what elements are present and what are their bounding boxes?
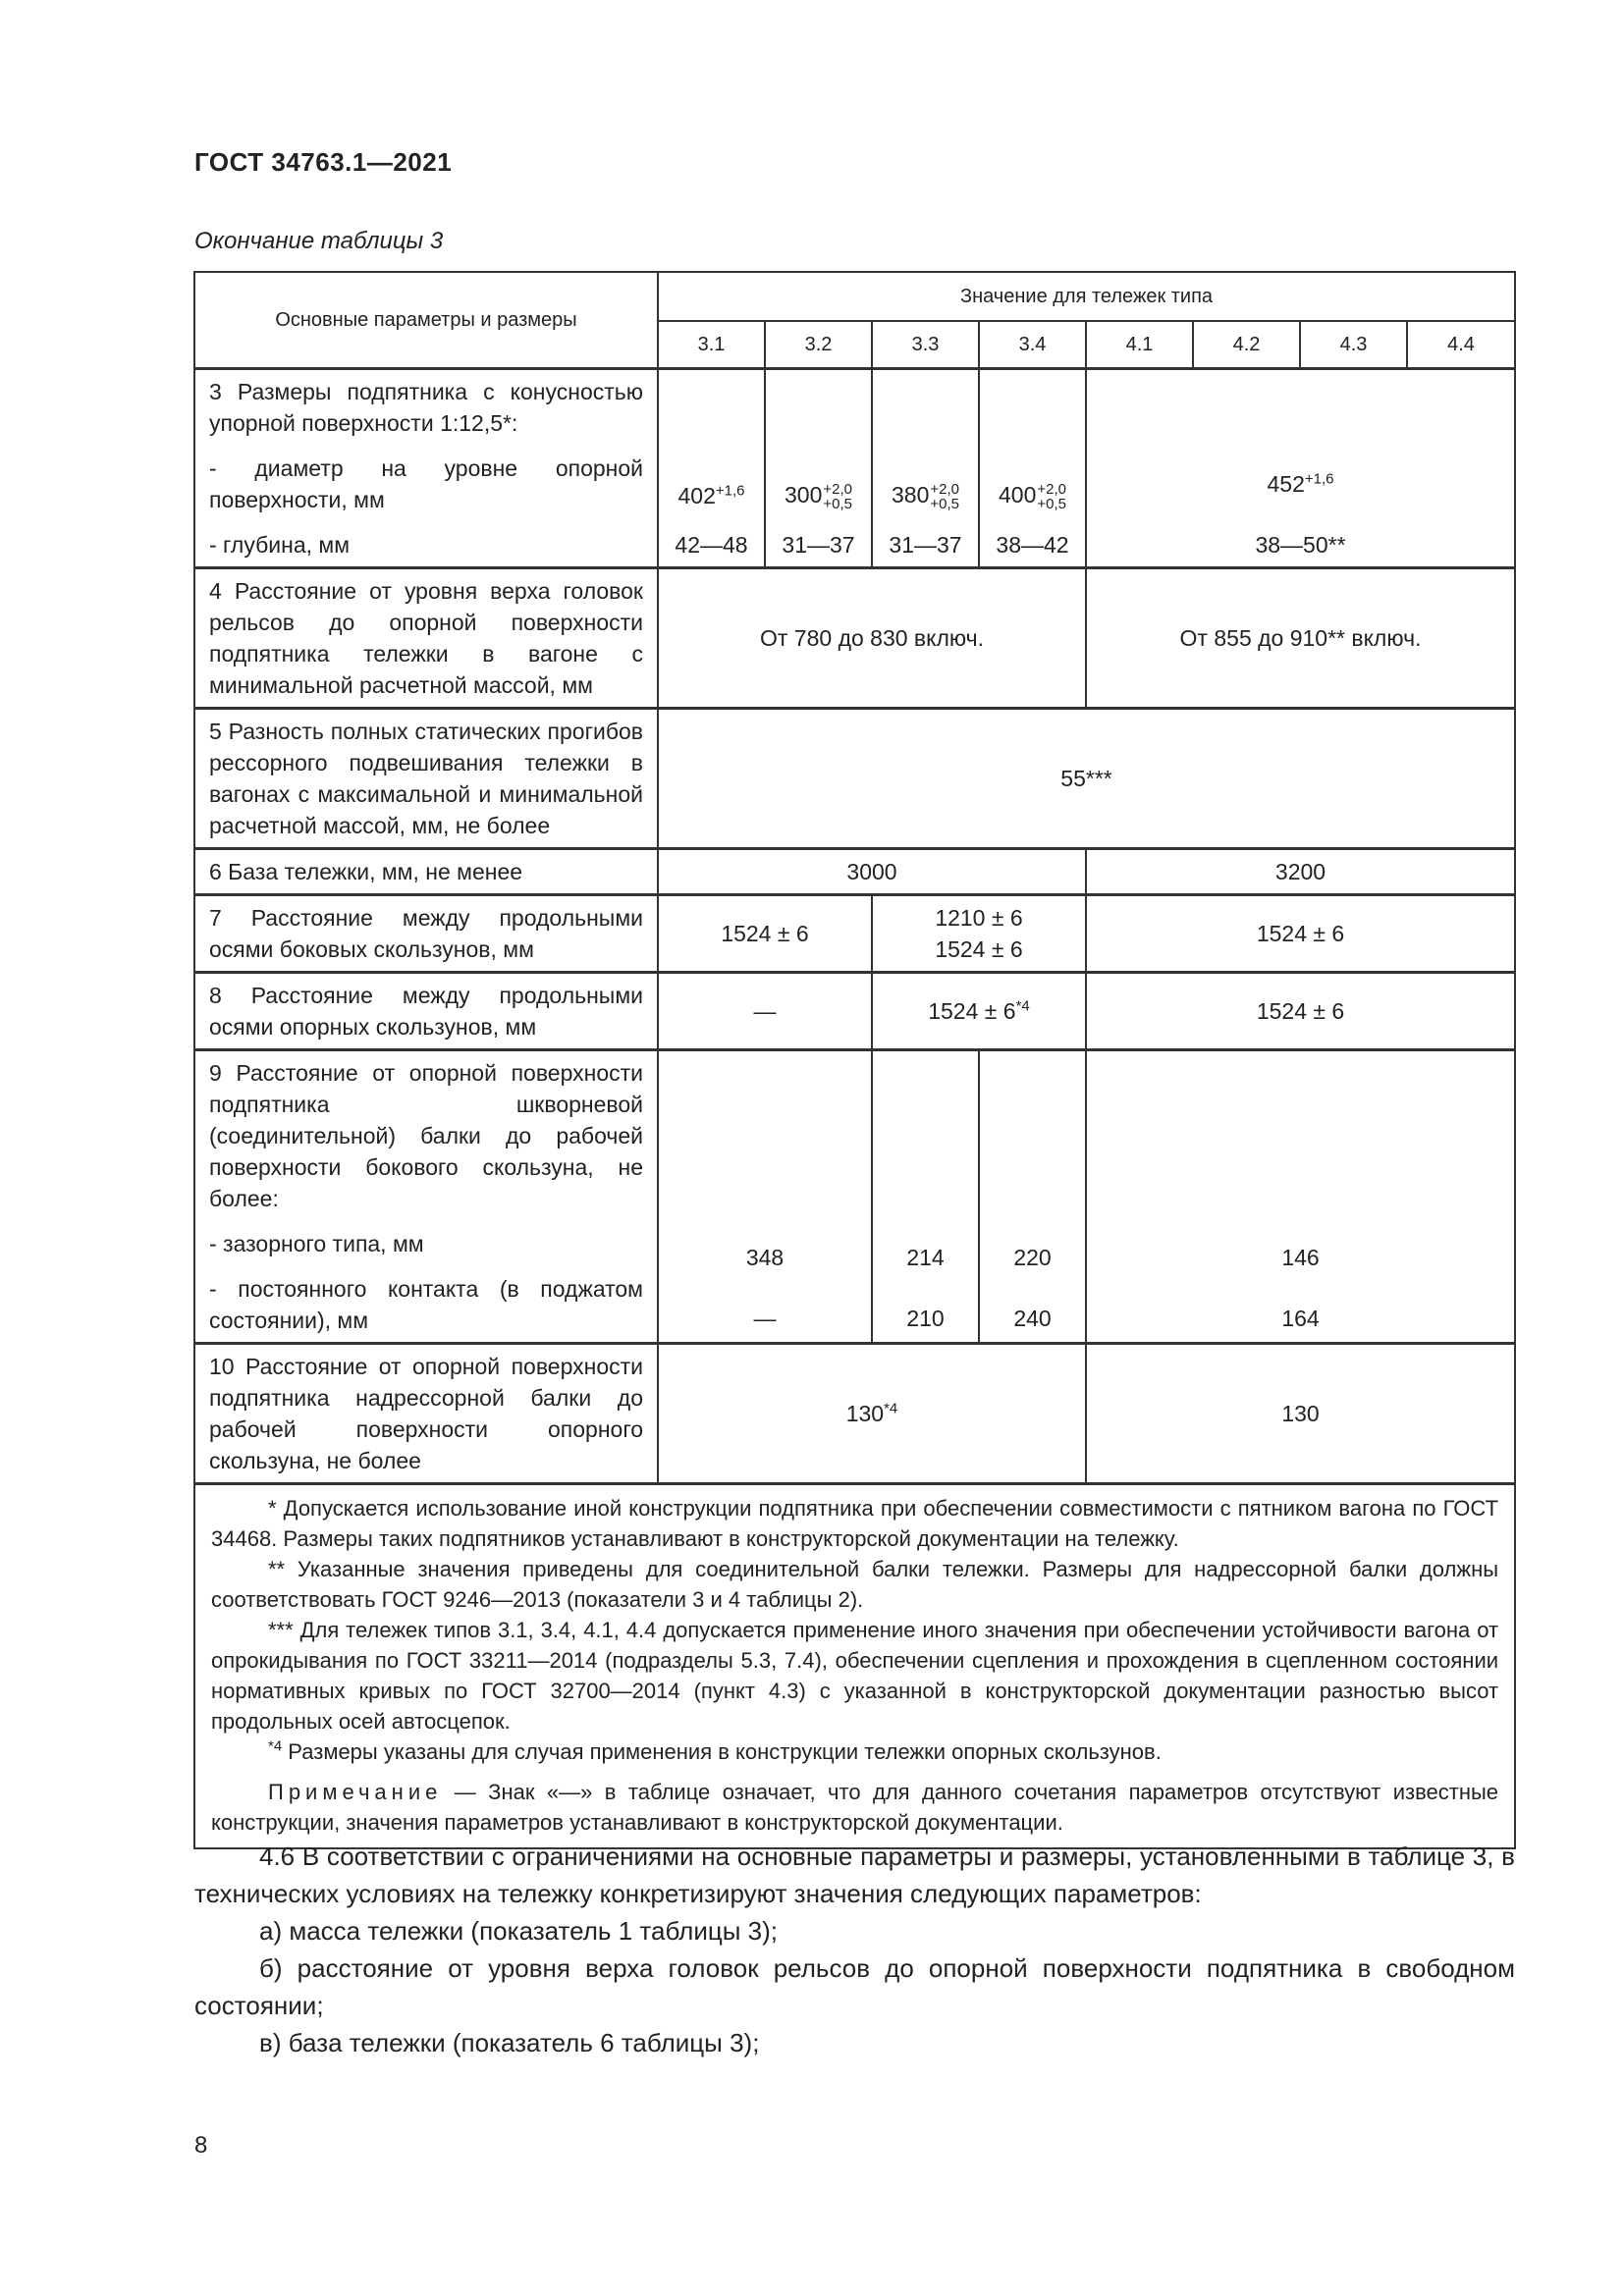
header-type: 3.3 <box>872 321 979 369</box>
value-cell <box>979 1050 1086 1344</box>
header-type: 4.1 <box>1086 321 1193 369</box>
contact-value: — <box>753 1306 777 1331</box>
body-text <box>194 1838 1515 2061</box>
diameter-value: 300 +2,0 +0,5 <box>785 481 852 512</box>
diameter-value: $452^{+1,6}$ <box>1267 470 1334 497</box>
param-8-title: 8 Расстояние между продольными осями опорных скользунов, мм <box>194 973 658 1050</box>
value-cell: 55*** <box>658 709 1515 849</box>
table-row <box>194 1050 1515 1344</box>
value-cell: 1524 ± 6 <box>1086 895 1515 973</box>
value-cell: 130$^{*4}$ <box>658 1344 1086 1484</box>
footnote: ** Указанные значения приведены для соединительной балки тележки. Размеры для надрессорной балки должны соответствовать ГОСТ 9246—2013 (показатели 3 и 4 таблицы 2). <box>211 1557 1499 1612</box>
value-cell: От 780 до 830 включ. <box>658 568 1086 709</box>
value-cell: $1524 \pm 6^{*4}$ <box>872 973 1086 1050</box>
value-cell <box>872 895 1086 973</box>
gap-value: 220 <box>1013 1245 1052 1270</box>
contact-value: 240 <box>1013 1306 1052 1331</box>
diameter-value: 400 +2,0 +0,5 <box>999 481 1066 512</box>
table-remark: Примечание — Знак «—» в таблице означает, что для данного сочетания параметров отсутствуют известные конструкции, значения параметров устанавливают в конструкторской документации. <box>211 1780 1499 1835</box>
table-row <box>194 369 1515 568</box>
table-header-row <box>194 272 1515 321</box>
diameter-value: $402^{+1,6}$ <box>677 482 745 508</box>
page-number: 8 <box>194 2132 208 2159</box>
paragraph: 4.6 В соответствии с ограничениями на основные параметры и размеры, установленными в таблице 3, в технических условиях на тележку конкретизируют значения следующих параметров: <box>194 1842 1515 1908</box>
param-3-diameter-label: - диаметр на уровне опорной поверхности, мм <box>209 455 643 512</box>
depth-value: 31—37 <box>889 532 962 558</box>
param-9-title: 9 Расстояние от опорной поверхности подпятника шкворневой (соединительной) балки до рабочей поверхности бокового скользуна, не более: <box>209 1060 643 1211</box>
value-line: 1524 ± 6 <box>935 936 1023 962</box>
value-cell <box>1086 1050 1515 1344</box>
contact-value: 164 <box>1281 1306 1320 1331</box>
param-5-title: 5 Разность полных статических прогибов рессорного подвешивания тележки в вагонах с максимальной и минимальной расчетной массой, мм, не более <box>194 709 658 849</box>
depth-value: 31—37 <box>782 532 855 558</box>
table-notes <box>194 1484 1515 1849</box>
header-type: 4.3 <box>1300 321 1407 369</box>
table-notes-row <box>194 1484 1515 1849</box>
table-row <box>194 849 1515 895</box>
value-cell: 1524 ± 6 <box>1086 973 1515 1050</box>
depth-value: 42—48 <box>675 532 748 558</box>
header-type: 4.4 <box>1407 321 1515 369</box>
param-7-title: 7 Расстояние между продольными осями боковых скользунов, мм <box>194 895 658 973</box>
param-10-title: 10 Расстояние от опорной поверхности подпятника надрессорной балки до рабочей поверхности опорного скользуна, не более <box>194 1344 658 1484</box>
value-cell <box>1086 369 1515 568</box>
param-9-cell <box>194 1050 658 1344</box>
table-row <box>194 973 1515 1050</box>
header-type: 3.2 <box>765 321 872 369</box>
gap-value: 146 <box>1281 1245 1320 1270</box>
table-caption: Окончание таблицы 3 <box>194 228 444 254</box>
footnote: * Допускается использование иной конструкции подпятника при обеспечении совместимости с пятником вагона по ГОСТ 34468. Размеры таких подпятников устанавливают в конструкторской документации на тележку. <box>211 1496 1499 1551</box>
header-type-group: Значение для тележек типа <box>658 272 1515 321</box>
value-cell <box>872 1050 979 1344</box>
value-cell: 3000 <box>658 849 1086 895</box>
value-cell <box>872 369 979 568</box>
header-param-column: Основные параметры и размеры <box>194 272 658 369</box>
value-cell <box>658 1050 872 1344</box>
parameters-table <box>193 271 1516 1849</box>
value-cell: 1524 ± 6 <box>658 895 872 973</box>
value-cell: — <box>658 973 872 1050</box>
table-row <box>194 1344 1515 1484</box>
table-row <box>194 895 1515 973</box>
diameter-value: 380 +2,0 +0,5 <box>892 481 959 512</box>
param-3-depth-label: - глубина, мм <box>209 532 351 558</box>
list-item: в) база тележки (показатель 6 таблицы 3); <box>259 2028 760 2057</box>
value-cell <box>765 369 872 568</box>
value-cell: 3200 <box>1086 849 1515 895</box>
value-cell: От 855 до 910** включ. <box>1086 568 1515 709</box>
gap-value: 348 <box>745 1245 785 1270</box>
list-item: а) масса тележки (показатель 1 таблицы 3); <box>259 1916 779 1946</box>
param-3-title: 3 Размеры подпятника с конусностью упорной поверхности 1:12,5*: <box>209 379 643 436</box>
contact-value: 210 <box>906 1306 945 1331</box>
value-line: 1210 ± 6 <box>935 905 1023 931</box>
value-cell: 130 <box>1086 1344 1515 1484</box>
footnote: *** Для тележек типов 3.1, 3.4, 4.1, 4.4 допускается применение иного значения при обеспечении устойчивости вагона от опрокидывания по ГОСТ 33211—2014 (подразделы 5.3, 7.4), обеспечении сцепления и прохождения в сцепленном состоянии нормативных кривых по ГОСТ 32700—2014 (пункт 4.3) с указанной в конструкторской документации разностью высот продольных осей автосцепок. <box>211 1618 1499 1734</box>
gap-value: 214 <box>906 1245 945 1270</box>
param-9-contact-label: - постоянного контакта (в поджатом состоянии), мм <box>209 1276 643 1333</box>
param-9-gap-label: - зазорного типа, мм <box>209 1231 424 1256</box>
param-6-title: 6 База тележки, мм, не менее <box>194 849 658 895</box>
depth-value: 38—42 <box>996 532 1069 558</box>
param-3-cell <box>194 369 658 568</box>
list-item: б) расстояние от уровня верха головок рельсов до опорной поверхности подпятника в свободном состоянии; <box>194 1953 1515 2020</box>
table-row <box>194 568 1515 709</box>
header-type: 3.1 <box>658 321 765 369</box>
value-cell <box>979 369 1086 568</box>
footnote: $^{*4}$ Размеры указаны для случая применения в конструкции тележки опорных скользунов. <box>268 1737 1162 1764</box>
table-row <box>194 709 1515 849</box>
depth-value: 38—50** <box>1255 532 1346 558</box>
header-type: 3.4 <box>979 321 1086 369</box>
standard-designation: ГОСТ 34763.1—2021 <box>194 147 453 177</box>
header-type: 4.2 <box>1193 321 1300 369</box>
value-cell <box>658 369 765 568</box>
param-4-title: 4 Расстояние от уровня верха головок рельсов до опорной поверхности подпятника тележки в вагоне с минимальной расчетной массой, мм <box>194 568 658 709</box>
